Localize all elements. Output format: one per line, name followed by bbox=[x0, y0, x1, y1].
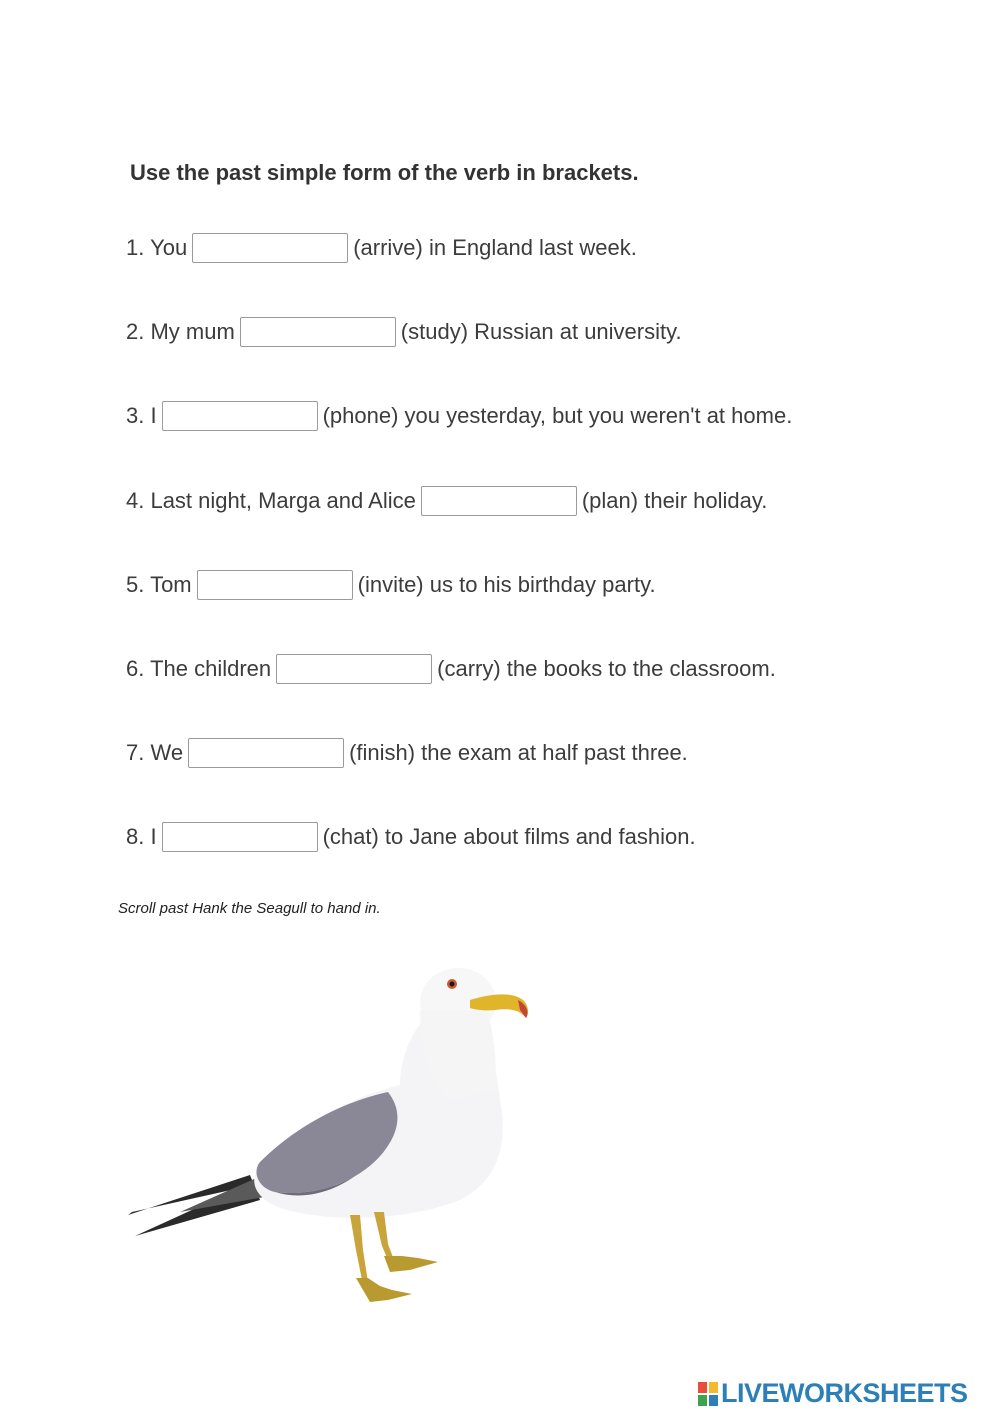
answer-input-8[interactable] bbox=[162, 822, 318, 852]
seagull-illustration bbox=[120, 950, 540, 1320]
answer-input-5[interactable] bbox=[197, 570, 353, 600]
exercise-text-after: (study) Russian at university. bbox=[400, 319, 682, 344]
exercise-text-after: (invite) us to his birthday party. bbox=[357, 572, 656, 597]
exercise-item-3 bbox=[126, 399, 792, 433]
answer-input-3[interactable] bbox=[162, 401, 318, 431]
exercise-text-before: 4. Last night, Marga and Alice bbox=[126, 488, 416, 513]
exercise-item-7 bbox=[126, 736, 688, 770]
answer-input-2[interactable] bbox=[240, 317, 396, 347]
instructions-heading: Use the past simple form of the verb in brackets. bbox=[130, 160, 639, 185]
exercise-text-before: 5. Tom bbox=[126, 572, 192, 597]
exercise-item-6 bbox=[126, 652, 776, 686]
hand-in-note: Scroll past Hank the Seagull to hand in. bbox=[118, 900, 381, 917]
exercise-text-after: (plan) their holiday. bbox=[581, 488, 768, 513]
exercise-text-before: 6. The children bbox=[126, 656, 272, 681]
exercise-text-after: (arrive) in England last week. bbox=[353, 235, 637, 260]
exercise-text-after: (chat) to Jane about films and fashion. bbox=[322, 824, 696, 849]
exercise-text-after: (finish) the exam at half past three. bbox=[349, 740, 688, 765]
answer-input-7[interactable] bbox=[188, 738, 344, 768]
brand-name: LIVEWORKSHEETS bbox=[721, 1378, 968, 1408]
exercise-text-before: 8. I bbox=[126, 824, 157, 849]
exercise-item-5 bbox=[126, 568, 656, 602]
liveworksheets-brand bbox=[697, 1378, 968, 1409]
exercise-item-1 bbox=[126, 231, 637, 265]
answer-input-4[interactable] bbox=[421, 486, 577, 516]
liveworksheets-logo-icon bbox=[697, 1381, 719, 1407]
exercise-text-before: 1. You bbox=[126, 235, 188, 260]
exercise-item-4 bbox=[126, 484, 767, 518]
exercise-text-before: 2. My mum bbox=[126, 319, 235, 344]
exercise-text-before: 7. We bbox=[126, 740, 184, 765]
answer-input-1[interactable] bbox=[192, 233, 348, 263]
exercise-item-8 bbox=[126, 820, 696, 854]
exercise-text-after: (carry) the books to the classroom. bbox=[437, 656, 776, 681]
answer-input-6[interactable] bbox=[276, 654, 432, 684]
exercise-text-after: (phone) you yesterday, but you weren't at home. bbox=[322, 403, 793, 428]
exercise-text-before: 3. I bbox=[126, 403, 157, 428]
exercise-item-2 bbox=[126, 315, 682, 349]
